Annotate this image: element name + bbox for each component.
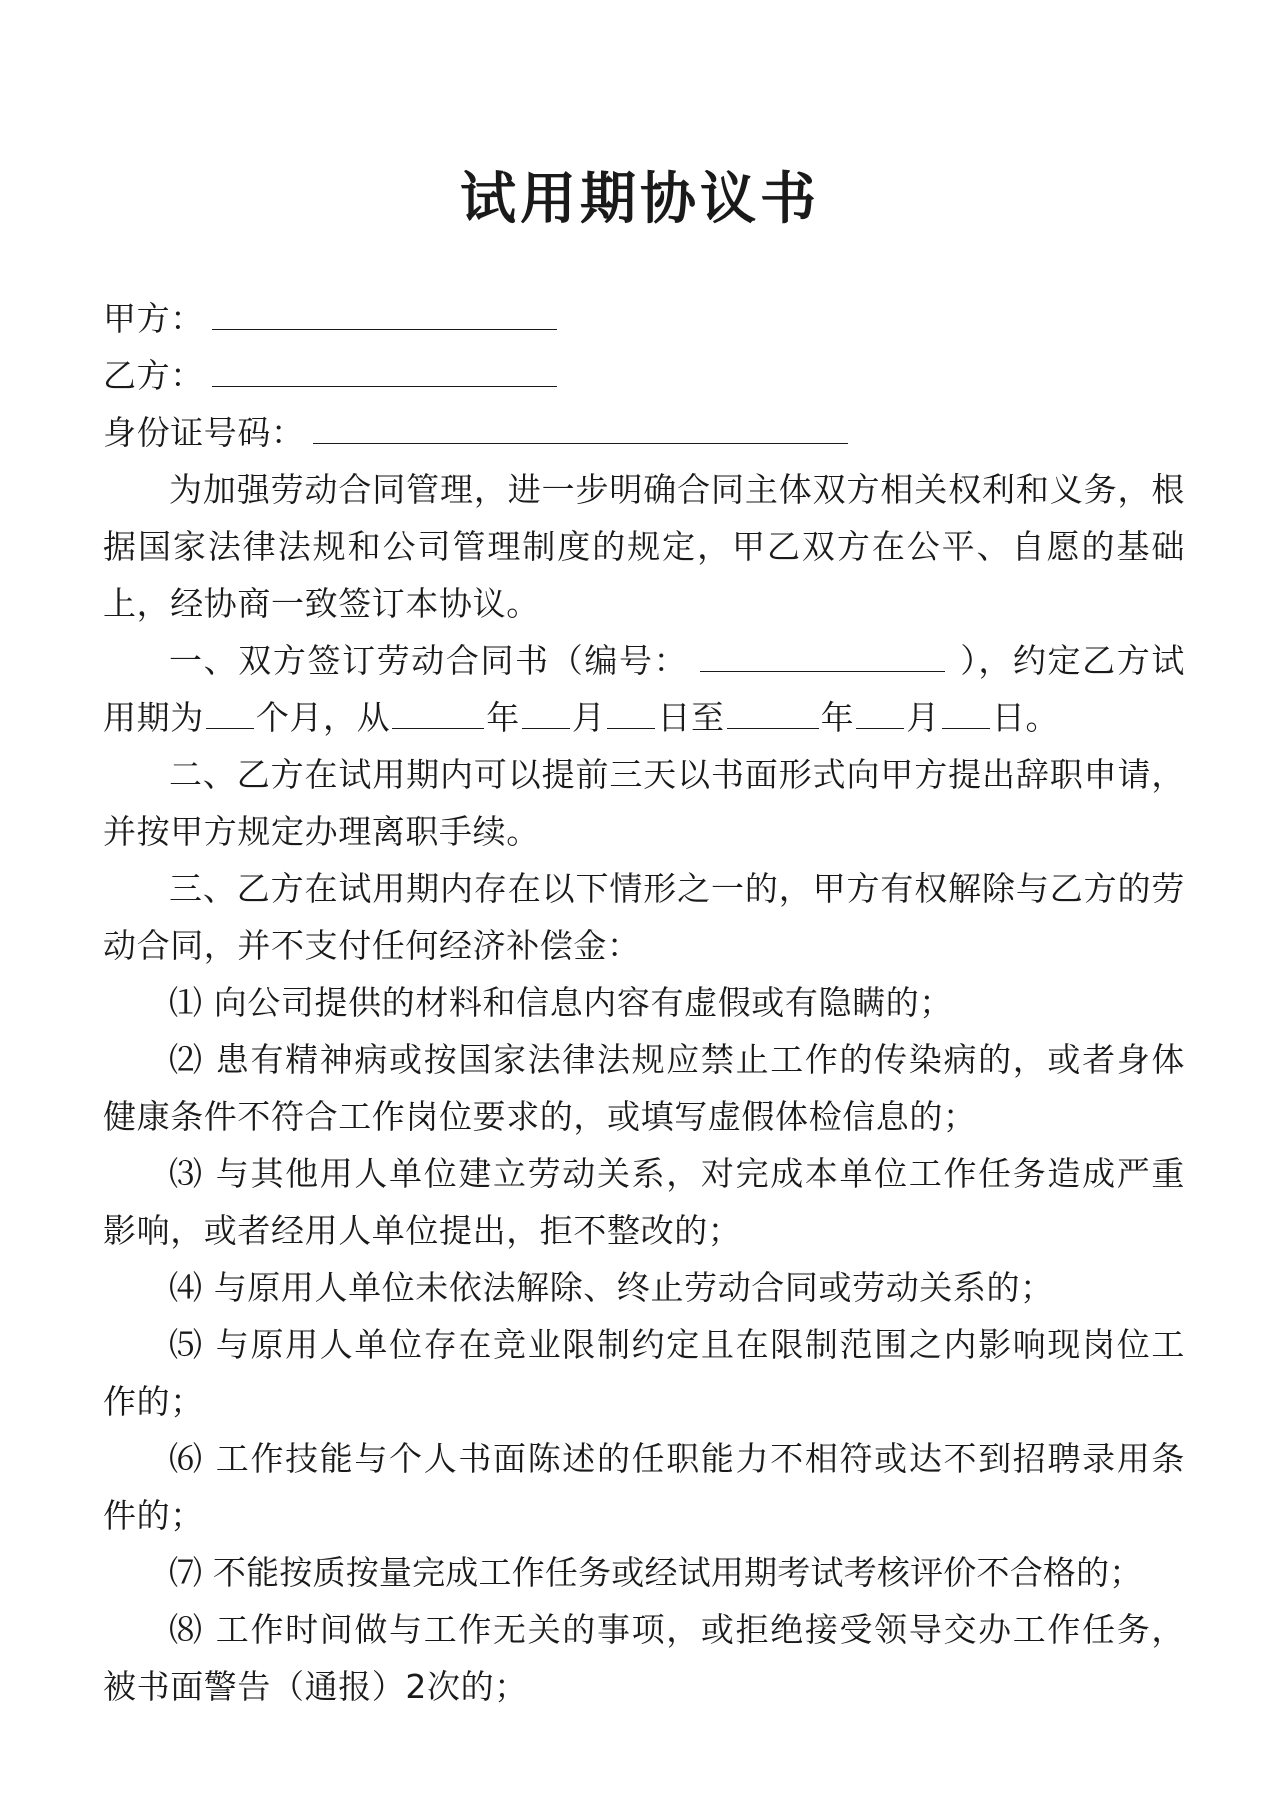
document-body bbox=[103, 290, 1185, 1715]
clause-3-item-4: ⑷ 与原用人单位未依法解除、终止劳动合同或劳动关系的； bbox=[169, 1268, 1054, 1307]
id-number-field bbox=[103, 404, 1185, 461]
start-year-blank[interactable] bbox=[392, 692, 484, 729]
clause-1-part-b: ），约定乙方试用期为 bbox=[103, 641, 1185, 737]
party-b-label: 乙方： bbox=[103, 356, 204, 395]
month-label-2: 月 bbox=[906, 698, 940, 737]
clause-3: 三、乙方在试用期内存在以下情形之一的，甲方有权解除与乙方的劳动合同，并不支付任何经济补偿金： bbox=[103, 869, 1185, 965]
party-b-field bbox=[103, 347, 1185, 404]
end-month-blank[interactable] bbox=[856, 692, 904, 729]
clause-1 bbox=[103, 632, 1185, 746]
party-a-blank[interactable] bbox=[212, 293, 557, 330]
year-label-2: 年 bbox=[820, 698, 855, 737]
clause-3-item-3: ⑶ 与其他用人单位建立劳动关系，对完成本单位工作任务造成严重影响，或者经用人单位提出，拒不整改的； bbox=[103, 1154, 1185, 1250]
clause-1-part-c: 个月，从 bbox=[255, 698, 391, 737]
day-to-label: 日至 bbox=[657, 698, 725, 737]
clause-3-item-8: ⑻ 工作时间做与工作无关的事项，或拒绝接受领导交办工作任务，被书面警告（通报）2次的； bbox=[103, 1610, 1185, 1706]
clause-1-part-a: 一、双方签订劳动合同书（编号： bbox=[169, 641, 689, 680]
end-day-blank[interactable] bbox=[942, 692, 990, 729]
party-a-field bbox=[103, 290, 1185, 347]
document-title: 试用期协议书 bbox=[460, 167, 820, 232]
clause-3-item-1: ⑴ 向公司提供的材料和信息内容有虚假或有隐瞒的； bbox=[169, 983, 953, 1022]
id-number-blank[interactable] bbox=[313, 407, 848, 444]
start-month-blank[interactable] bbox=[522, 692, 570, 729]
party-a-label: 甲方： bbox=[103, 299, 204, 338]
intro-paragraph: 为加强劳动合同管理，进一步明确合同主体双方相关权利和义务，根据国家法律法规和公司管理制度的规定，甲乙双方在公平、自愿的基础上，经协商一致签订本协议。 bbox=[103, 470, 1185, 623]
clause-3-item-7: ⑺ 不能按质按量完成工作任务或经试用期考试考核评价不合格的； bbox=[169, 1553, 1143, 1592]
clause-3-item-2: ⑵ 患有精神病或按国家法律法规应禁止工作的传染病的，或者身体健康条件不符合工作岗位要求的，或填写虚假体检信息的； bbox=[103, 1040, 1185, 1136]
month-label-1: 月 bbox=[571, 698, 606, 737]
year-label-1: 年 bbox=[486, 698, 520, 737]
months-blank[interactable] bbox=[206, 692, 254, 729]
day-end-label: 日。 bbox=[991, 698, 1060, 737]
end-year-blank[interactable] bbox=[727, 692, 819, 729]
clause-2: 二、乙方在试用期内可以提前三天以书面形式向甲方提出辞职申请，并按甲方规定办理离职手续。 bbox=[103, 755, 1185, 851]
clause-3-item-6: ⑹ 工作技能与个人书面陈述的任职能力不相符或达不到招聘录用条件的； bbox=[103, 1439, 1185, 1535]
start-day-blank[interactable] bbox=[607, 692, 655, 729]
id-number-label: 身份证号码： bbox=[103, 413, 305, 452]
contract-number-blank[interactable] bbox=[700, 635, 945, 672]
party-b-blank[interactable] bbox=[212, 350, 557, 387]
clause-3-item-5: ⑸ 与原用人单位存在竞业限制约定且在限制范围之内影响现岗位工作的； bbox=[103, 1325, 1185, 1421]
